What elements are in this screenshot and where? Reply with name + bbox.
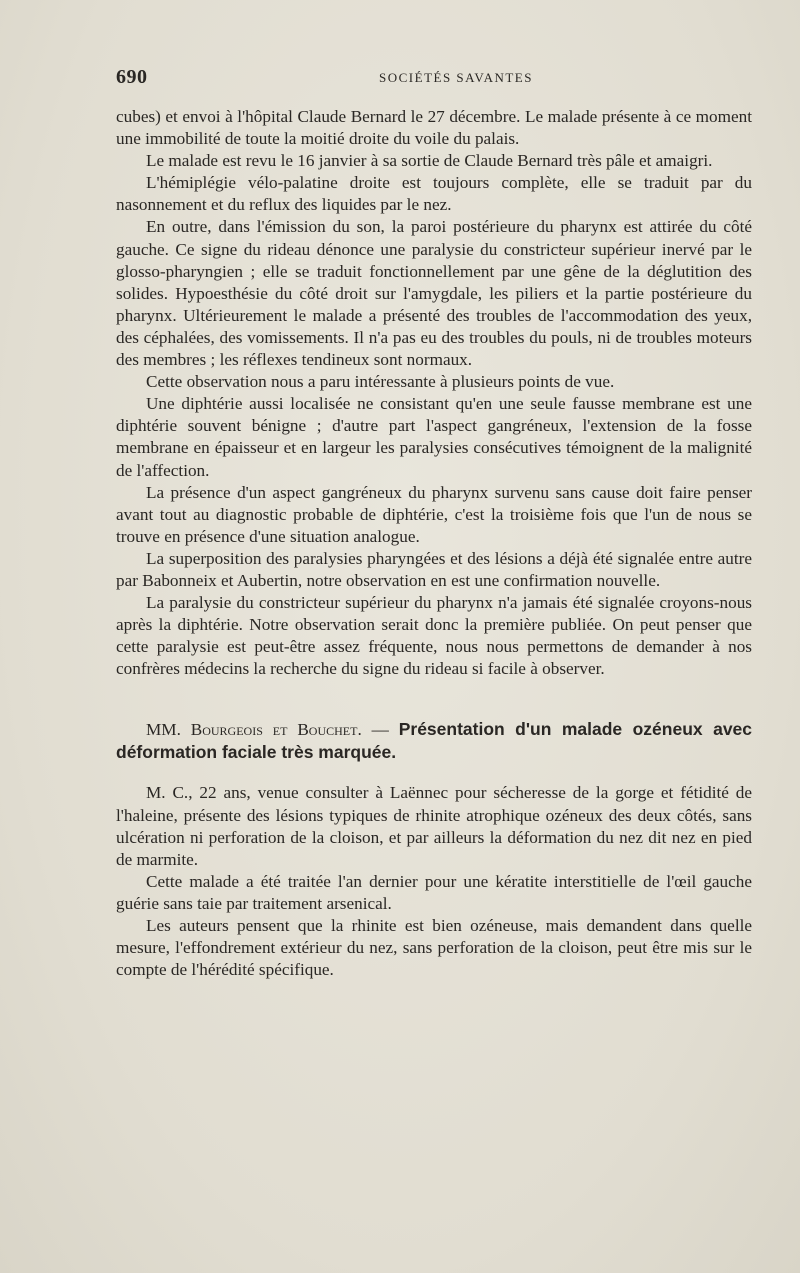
paragraph: Le malade est revu le 16 janvier à sa sortie de Claude Bernard très pâle et amaigri. xyxy=(146,151,713,171)
paragraph: Une diphtérie aussi localisée ne consistant qu'en une seule fausse membrane est une diphtérie souvent bénigne ; d'autre part l'aspect gangréneux, l'extension de la fosse membrane en épaisseur et en largeur les paralysies consécutives témoignent de la malignité de l'affection. xyxy=(116,394,752,480)
page-number: 690 xyxy=(116,66,148,88)
paragraph: La paralysie du constricteur supérieur du pharynx n'a jamais été signalée croyons-nous après la diphtérie. Notre observation serait donc la première publiée. On peut penser que cette paralysie est peut-être assez fréquente, nous nous permettons de demander à nos confrères médecins la recherche du signe du rideau si facile à observer. xyxy=(116,593,752,679)
paragraph: La présence d'un aspect gangréneux du pharynx survenu sans cause doit faire penser avant tout au diagnostic probable de diphtérie, c'est la troisième fois que l'un de nous se trouve en présence d'une situation analogue. xyxy=(116,482,752,546)
page-header xyxy=(116,66,756,90)
paragraph: Cette observation nous a paru intéressante à plusieurs points de vue. xyxy=(146,372,615,392)
section-heading xyxy=(116,718,752,764)
paragraph: M. C., 22 ans, venue consulter à Laënnec pour sécheresse de la gorge et fétidité de l'haleine, présente des lésions typiques de rhinite atrophique ozéneux des deux côtés, sans ulcération ni perforation de la cloison, et par ailleurs la déformation du nez dit nez en pied de marmite. xyxy=(116,783,752,869)
running-head: SOCIÉTÉS SAVANTES xyxy=(379,70,533,85)
body-text xyxy=(116,106,752,981)
paragraph: La superposition des paralysies pharyngées et des lésions a déjà été signalée entre autre par Babonneix et Aubertin, notre observation en est une confirmation nouvelle. xyxy=(116,548,752,590)
paragraph: Cette malade a été traitée l'an dernier pour une kératite interstitielle de l'œil gauche guérie sans taie par traitement arsenical. xyxy=(116,871,752,913)
paragraph: En outre, dans l'émission du son, la paroi postérieure du pharynx est attirée du côté gauche. Ce signe du rideau dénonce une paralysie du constricteur supérieur inervé par le glosso-pharyngien ; elle se traduit fonctionnellement par une gêne de la déglutition des solides. Hypoesthésie du côté droit sur l'amygdale, les piliers et la partie postérieure du pharynx. Ultérieurement le malade a présenté des troubles de l'accommodation des yeux, des céphalées, des vomissements. Il n'a pas eu des troubles du pouls, ni de troubles moteurs des membres ; les réflexes tendineux sont normaux. xyxy=(116,217,752,370)
paragraph: cubes) et envoi à l'hôpital Claude Bernard le 27 décembre. Le malade présente à ce moment une immobilité de toute la moitié droite du voile du palais. xyxy=(116,107,752,149)
section-title: Présentation d'un malade ozéneux avec déformation faciale très marquée. xyxy=(116,719,753,763)
paragraph: L'hémiplégie vélo-palatine droite est toujours complète, elle se traduit par du nasonnement et du reflux des liquides par le nez. xyxy=(116,173,752,215)
section-authors: MM. Bourgeois et Bouchet. — xyxy=(146,720,389,740)
paragraph: Les auteurs pensent que la rhinite est bien ozéneuse, mais demandent dans quelle mesure, l'effondrement extérieur du nez, sans perforation de la cloison, peut être mis sur le compte de l'hérédité spécifique. xyxy=(116,916,752,980)
